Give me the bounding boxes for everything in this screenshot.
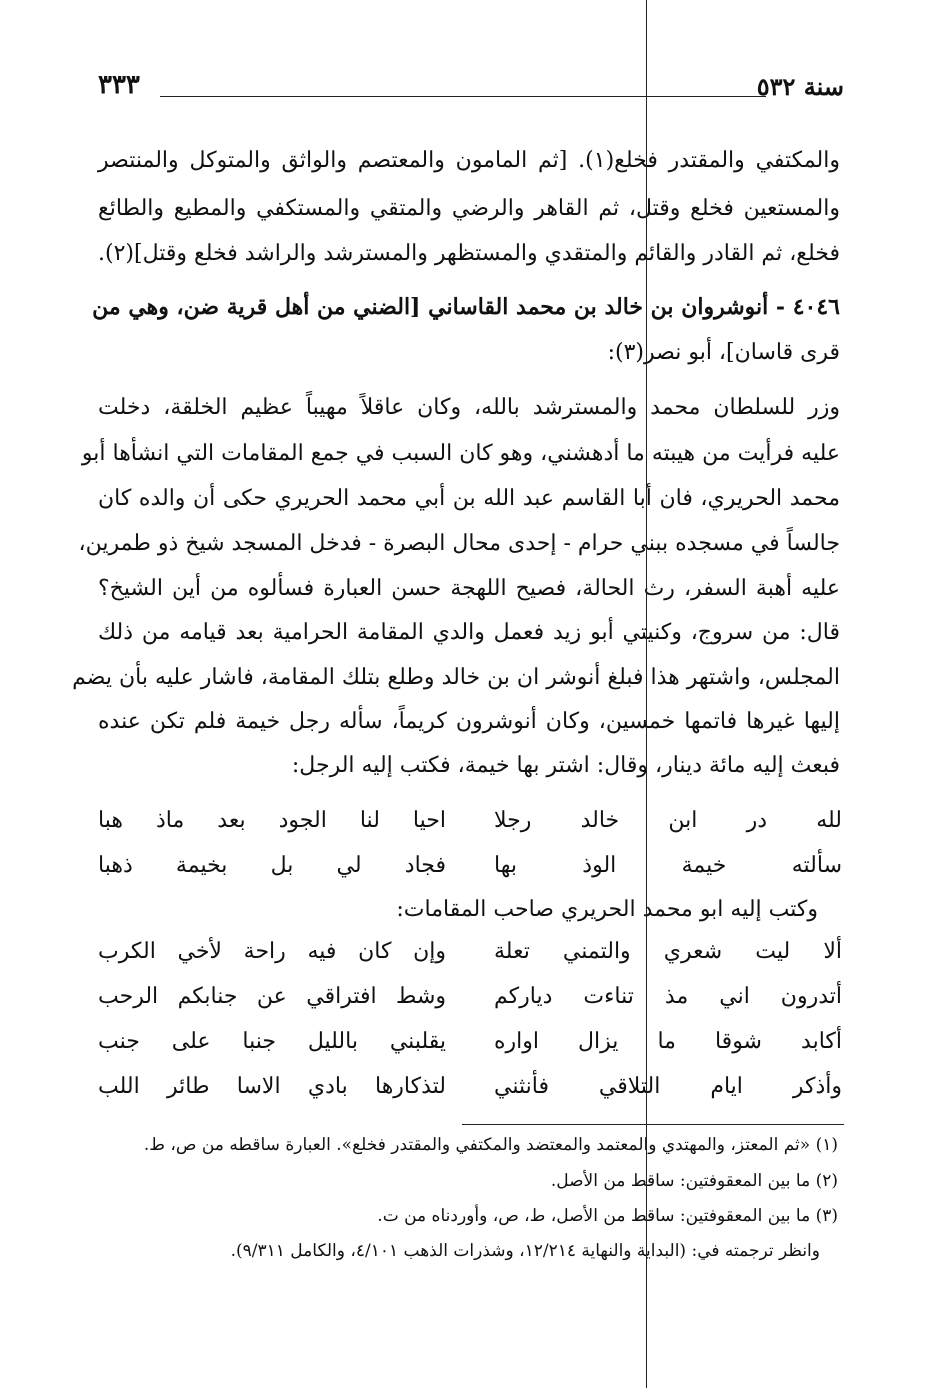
- verse-second-hemistich: وشط افتراقي عن جنابكم الرحب: [98, 984, 446, 1009]
- verse-first-hemistich: ألا ليت شعري والتمني تعلة: [494, 939, 842, 964]
- text-line: عليه فرأيت من هيبته ما أدهشني، وهو كان السبب في جمع المقامات التي انشأها أبو: [81, 441, 840, 466]
- verse-first-hemistich: وأذكر ايام التلاقي فأنثني: [494, 1074, 842, 1099]
- text-line: إليها غيرها فاتمها خمسين، وكان أنوشرون كريماً، سأله رجل خيمة فلم تكن عنده: [98, 709, 840, 734]
- text-line: المجلس، واشتهر هذا فبلغ أنوشر ان بن خالد وطلع بتلك المقامة، فاشار عليه بأن يضم: [72, 665, 840, 690]
- text-line: فخلع، ثم القادر والقائم والمتقدي والمستظهر والمسترشد والراشد فخلع وقتل](٢).: [98, 241, 840, 266]
- text-line: وزر للسلطان محمد والمسترشد بالله، وكان عاقلاً مهيباً عظيم الخلقة، دخلت: [98, 395, 840, 420]
- text-line: والمستعين فخلع وقتل، ثم القاهر والرضي والمتقي والمستكفي والمطيع والطائع: [98, 196, 840, 221]
- verse-second-hemistich: احيا لنا الجود بعد ماذ هبا: [98, 808, 446, 833]
- verse-first-hemistich: لله در ابن خالد رجلا: [494, 808, 842, 833]
- footnote: وانظر ترجمته في: (البداية والنهاية ١٢/٢١٤، وشذرات الذهب ٤/١٠١، والكامل ٩/٣١١).: [230, 1241, 820, 1261]
- verse-second-hemistich: فجاد لي بل بخيمة ذهبا: [98, 853, 446, 878]
- page-number: ٣٣٣: [98, 70, 140, 100]
- verse-second-hemistich: يقلبني بالليل جنبا على جنب: [98, 1029, 446, 1054]
- text-line: جالساً في مسجده ببني حرام - إحدى محال البصرة - فدخل المسجد شيخ ذو طمرين،: [78, 531, 840, 556]
- verse-intro-line: وكتب إليه ابو محمد الحريري صاحب المقامات:: [396, 897, 818, 922]
- verse-first-hemistich: سألته خيمة الوذ بها: [494, 853, 842, 878]
- header-rule: [160, 96, 766, 97]
- footnote: (١) «ثم المعتز، والمهتدي والمعتمد والمعتضد والمكتفي والمقتدر فخلع». العبارة ساقطه من ص، ط.: [143, 1135, 838, 1155]
- text-line: والمكتفي والمقتدر فخلع(١). [ثم المامون والمعتصم والواثق والمتوكل والمنتصر: [98, 148, 840, 173]
- verse-first-hemistich: أتدرون اني مذ تناءت دياركم: [494, 984, 842, 1009]
- text-line: محمد الحريري، فان أبا القاسم عبد الله بن أبي محمد الحريري حكى أن والده كان: [98, 486, 840, 511]
- verse-second-hemistich: وإن كان فيه راحة لأخي الكرب: [98, 939, 446, 964]
- running-header-year: سنة ٥٣٢: [756, 72, 844, 101]
- text-line: عليه أهبة السفر، رث الحالة، فصيح اللهجة حسن العبارة فسألوه من أين الشيخ؟: [98, 576, 840, 601]
- text-line: فبعث إليه مائة دينار، وقال: اشتر بها خيمة، فكتب إليه الرجل:: [291, 753, 840, 778]
- verse-first-hemistich: أكابد شوقا ما يزال اواره: [494, 1029, 842, 1054]
- verse-second-hemistich: لتذكارها بادي الاسا طائر اللب: [98, 1074, 446, 1099]
- footnote-rule: [462, 1124, 844, 1125]
- footnote: (٣) ما بين المعقوفتين: ساقط من الأصل، ط، ص، وأوردناه من ت.: [377, 1206, 838, 1226]
- scan-fold-line: [646, 0, 647, 1388]
- footnote: (٢) ما بين المعقوفتين: ساقط من الأصل.: [550, 1171, 838, 1191]
- text-line: قال: من سروج، وكنيتي أبو زيد فعمل والدي المقامة الحرامية بعد قيامه من ذلك: [98, 620, 840, 645]
- text-line: قرى قاسان]، أبو نصر(٣):: [607, 340, 840, 365]
- entry-heading-line: ٤٠٤٦ - أنوشروان بن خالد بن محمد القاساني [الضني من أهل قرية ضن، وهي من: [92, 294, 840, 320]
